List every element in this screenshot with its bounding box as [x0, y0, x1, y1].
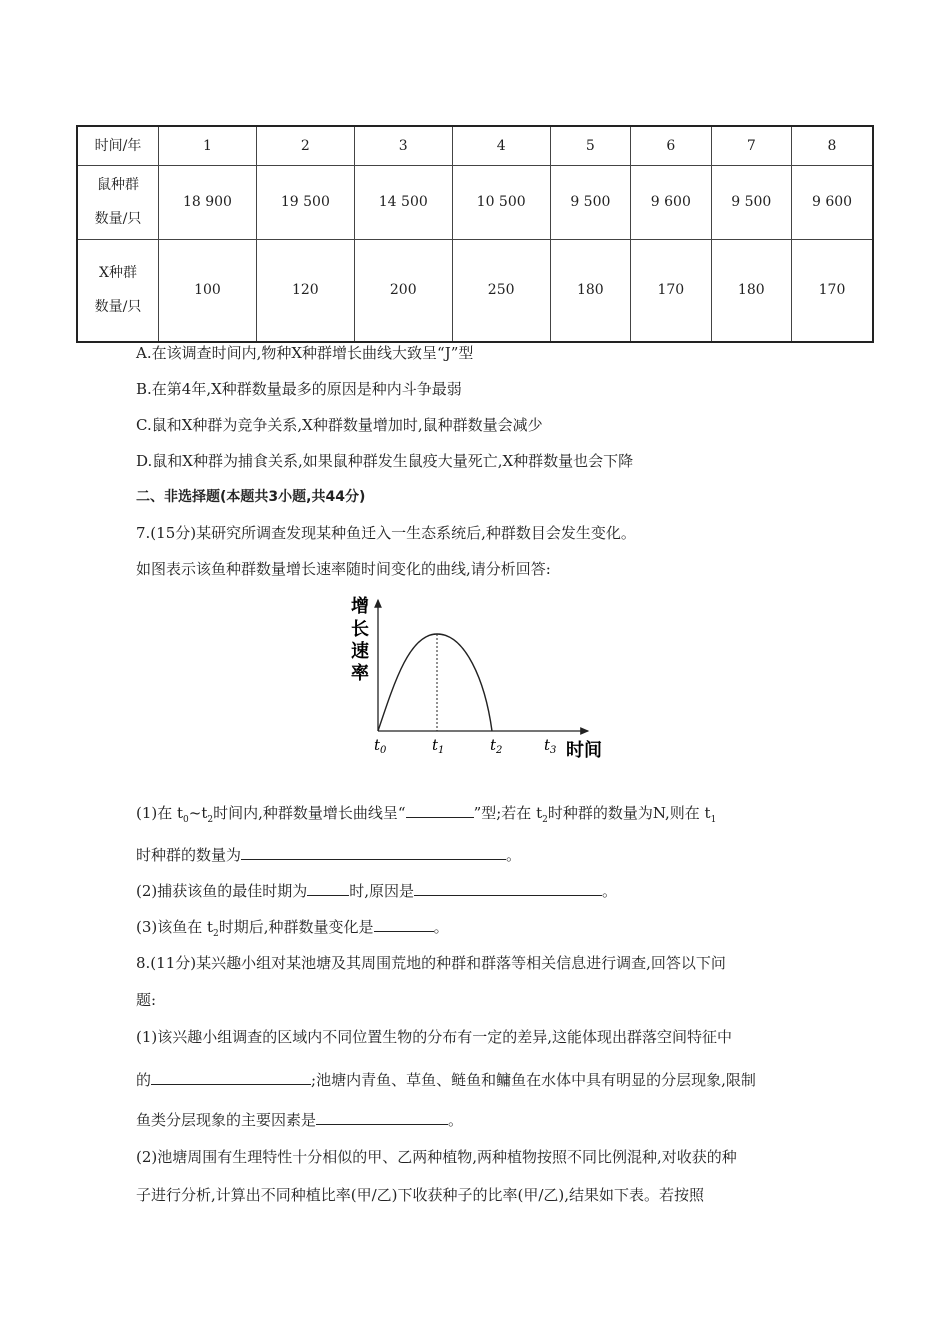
tick-t0: $t_0$ [374, 736, 387, 756]
table-cell: 9 500 [550, 165, 630, 239]
table-cell: 19 500 [256, 165, 354, 239]
sub: 2 [542, 815, 548, 825]
table-cell: 4 [452, 126, 550, 165]
text: ”型;若在 t [473, 804, 543, 822]
table-cell: 5 [550, 126, 630, 165]
q8-part1-cont2 [136, 1110, 463, 1130]
x-axis-label: 时间 [566, 740, 602, 761]
table-cell: 时间/年 [77, 126, 159, 165]
label-line: 数量/只 [94, 299, 142, 316]
text: 时种群的数量为N,则在 t [547, 804, 711, 822]
table-cell: 180 [550, 239, 630, 342]
table-cell: 9 600 [792, 165, 873, 239]
option-a: A.在该调查时间内,物种X种群增长曲线大致呈“J”型 [136, 344, 474, 362]
label-line: 数量/只 [94, 211, 142, 227]
answer-blank[interactable] [307, 881, 349, 896]
text: (3)该鱼在 t [136, 918, 214, 936]
text: 。 [602, 882, 618, 900]
text: 时种群的数量为 [136, 846, 242, 864]
growth-curve [378, 634, 492, 731]
table-cell: 6 [631, 126, 711, 165]
table-header-row [77, 126, 873, 165]
text: 时期后,种群数量变化是 [218, 918, 374, 936]
sub: 2 [213, 929, 219, 939]
q8-part2: (2)池塘周围有生理特性十分相似的甲、乙两种植物,两种植物按照不同比例混种,对收获的种 [136, 1148, 737, 1166]
text: 的 [136, 1071, 152, 1089]
answer-blank[interactable] [414, 881, 602, 896]
tick-t2: $t_2$ [490, 736, 503, 756]
answer-blank[interactable] [374, 917, 434, 932]
q7-part1-cont [136, 845, 521, 865]
answer-blank[interactable] [241, 845, 506, 860]
answer-blank[interactable] [316, 1110, 448, 1125]
section-heading: 二、非选择题(本题共3小题,共44分) [136, 489, 366, 505]
text: 。 [433, 918, 449, 936]
table-cell: 100 [159, 239, 257, 342]
table-row [77, 165, 873, 239]
table-cell: 9 500 [711, 165, 791, 239]
table-cell: 170 [631, 239, 711, 342]
label-line: X种群 [99, 265, 137, 282]
q7-part2 [136, 881, 617, 901]
sub: 1 [710, 815, 717, 825]
option-b: B.在第4年,X种群数量最多的原因是种内斗争最弱 [136, 380, 462, 398]
table-cell: 1 [159, 126, 257, 165]
table-cell: 180 [711, 239, 791, 342]
y-label-3: 速 [351, 641, 369, 662]
table-cell: 200 [354, 239, 452, 342]
table-row [77, 239, 873, 342]
text: (2)捕获该鱼的最佳时期为 [136, 882, 308, 900]
table-cell: 170 [792, 239, 873, 342]
table-cell: 8 [792, 126, 873, 165]
table-cell: 18 900 [159, 165, 257, 239]
tick-t1: $t_1$ [432, 736, 445, 756]
sub: 0 [183, 815, 189, 825]
answer-blank[interactable] [406, 803, 474, 818]
q7-part1 [136, 803, 716, 830]
table-row-label [77, 239, 159, 342]
table-cell: 7 [711, 126, 791, 165]
tick-t3: $t_3$ [544, 736, 557, 756]
table-cell: 2 [256, 126, 354, 165]
text: 时间内,种群数量增长曲线呈“ [213, 804, 406, 822]
q8-part2-cont: 子进行分析,计算出不同种植比率(甲/乙)下收获种子的比率(甲/乙),结果如下表。若按照 [136, 1186, 705, 1204]
text: 时,原因是 [349, 882, 415, 900]
growth-rate-figure [300, 590, 620, 770]
sub: 2 [207, 815, 214, 825]
text: 。 [506, 846, 522, 864]
table-row-label [77, 165, 159, 239]
q8-part1: (1)该兴趣小组调查的区域内不同位置生物的分布有一定的差异,这能体现出群落空间特征中 [136, 1028, 733, 1046]
text: ~t [188, 804, 208, 822]
q8-part1-cont [136, 1070, 756, 1090]
option-d: D.鼠和X种群为捕食关系,如果鼠种群发生鼠疫大量死亡,X种群数量也会下降 [136, 452, 634, 470]
table-cell: 9 600 [631, 165, 711, 239]
table-cell: 250 [452, 239, 550, 342]
table-cell: 3 [354, 126, 452, 165]
population-table [76, 125, 874, 343]
table-cell: 120 [256, 239, 354, 342]
label-line: 鼠种群 [97, 177, 139, 193]
text: ;池塘内青鱼、草鱼、鲢鱼和鳙鱼在水体中具有明显的分层现象,限制 [311, 1071, 756, 1089]
y-label-2: 长 [351, 619, 369, 640]
q8-stem: 8.(11分)某兴趣小组对某池塘及其周围荒地的种群和群落等相关信息进行调查,回答以下问 [136, 954, 726, 972]
option-c: C.鼠和X种群为竞争关系,X种群数量增加时,鼠种群数量会减少 [136, 416, 543, 434]
q8-stem-cont: 题: [136, 991, 157, 1009]
table-cell: 10 500 [452, 165, 550, 239]
q7-stem: 7.(15分)某研究所调查发现某种鱼迁入一生态系统后,种群数目会发生变化。 [136, 524, 636, 542]
table-cell: 14 500 [354, 165, 452, 239]
q7-part3 [136, 917, 449, 944]
y-label-1: 增 [351, 596, 369, 617]
answer-blank[interactable] [151, 1070, 311, 1085]
q7-intro: 如图表示该鱼种群数量增长速率随时间变化的曲线,请分析回答: [136, 560, 551, 578]
text: 鱼类分层现象的主要因素是 [136, 1111, 317, 1129]
text: 。 [448, 1111, 464, 1129]
y-label-4: 率 [351, 663, 369, 684]
text: (1)在 t [136, 804, 184, 822]
